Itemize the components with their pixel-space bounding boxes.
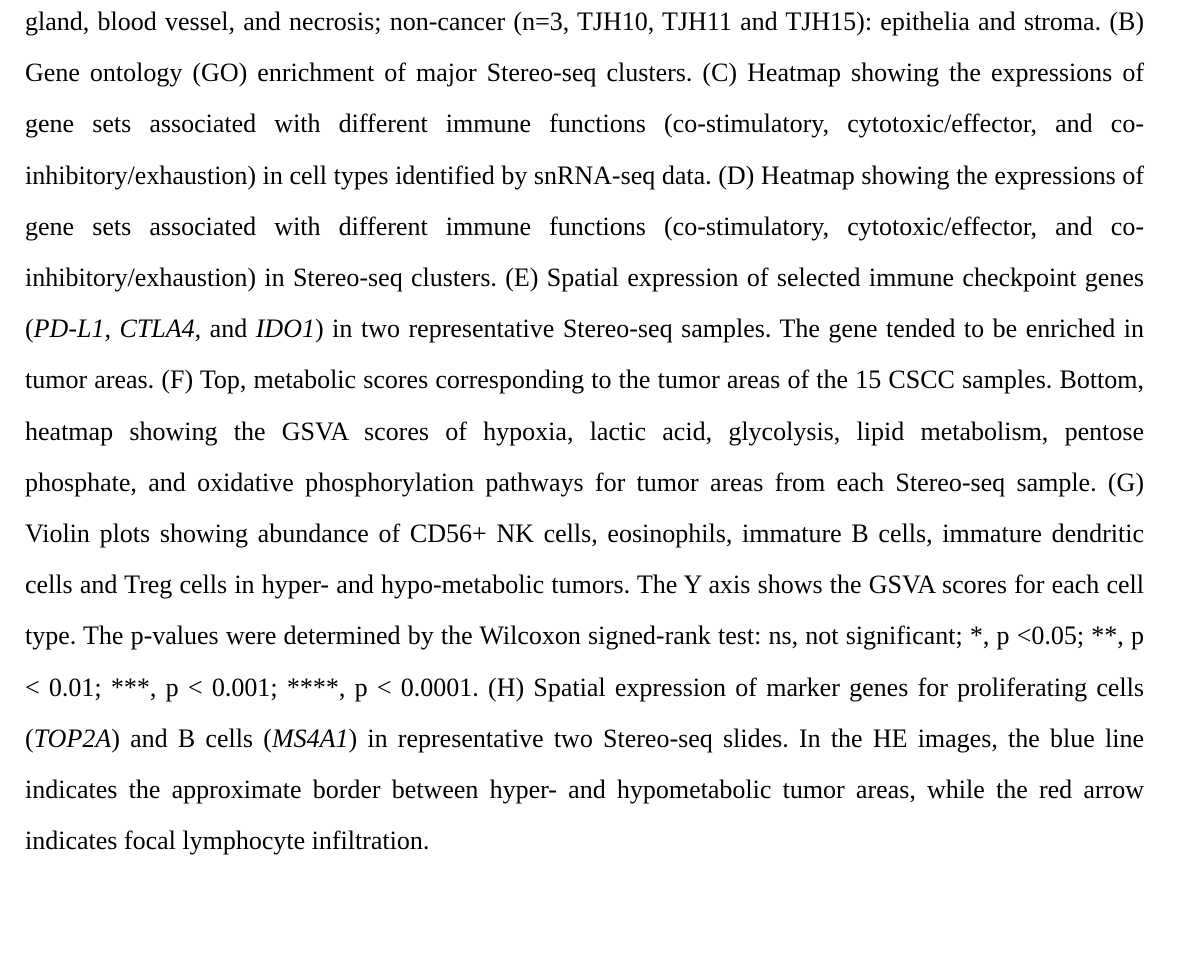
gene-name-italic: IDO1 <box>255 314 315 344</box>
gene-name-italic: TOP2A <box>33 723 112 753</box>
gene-name-italic: PD-L1, CTLA4, <box>33 314 202 344</box>
document-page <box>25 0 1144 866</box>
caption-text-run: ) in representative two Stereo-seq slides. In the HE images, the blue line indicates the approximate border between hyper- and hypometabolic tumor areas, while the red arrow indicates focal lymphocyte infiltration. <box>25 723 1145 856</box>
figure-caption-text <box>25 0 1144 866</box>
caption-text-run: ) and B cells ( <box>111 723 272 753</box>
caption-text-run: and <box>201 314 256 344</box>
caption-text-run: ) in two representative Stereo-seq samples. The gene tended to be enriched in tumor areas. (F) Top, metabolic scores corresponding to the tumor areas of the 15 CSCC samples. Bottom, heatmap showing the GSVA scores of hypoxia, lactic acid, glycolysis, lipid metabolism, pentose phosphate, and oxidative phosphorylation pathways for tumor areas from each Stereo-seq sample. (G) Violin plots showing abundance of CD56+ NK cells, eosinophils, immature B cells, immature dendritic cells and Treg cells in hyper- and hypo-metabolic tumors. The Y axis shows the GSVA scores for each cell type. The p-values were determined by the Wilcoxon signed-rank test: ns, not significant; *, p <0.05; **, p < 0.01; ***, p < 0.001; ****, p < 0.0001. (H) Spatial expression of marker genes for proliferating cells ( <box>25 314 1144 753</box>
caption-text-run: gland, blood vessel, and necrosis; non-cancer (n=3, TJH10, TJH11 and TJH15): epithelia and stroma. (B) Gene ontology (GO) enrichment of major Stereo-seq clusters. (C) Heatmap showing the expressions of gene sets associated with different immune functions (co-stimulatory, cytotoxic/effector, and co-inhibitory/exhaustion) in cell types identified by snRNA-seq data. (D) Heatmap showing the expressions of gene sets associated with different immune functions (co-stimulatory, cytotoxic/effector, and co-inhibitory/exhaustion) in Stereo-seq clusters. (E) Spatial expression of selected immune checkpoint genes ( <box>25 7 1144 344</box>
gene-name-italic: MS4A1 <box>271 723 349 753</box>
